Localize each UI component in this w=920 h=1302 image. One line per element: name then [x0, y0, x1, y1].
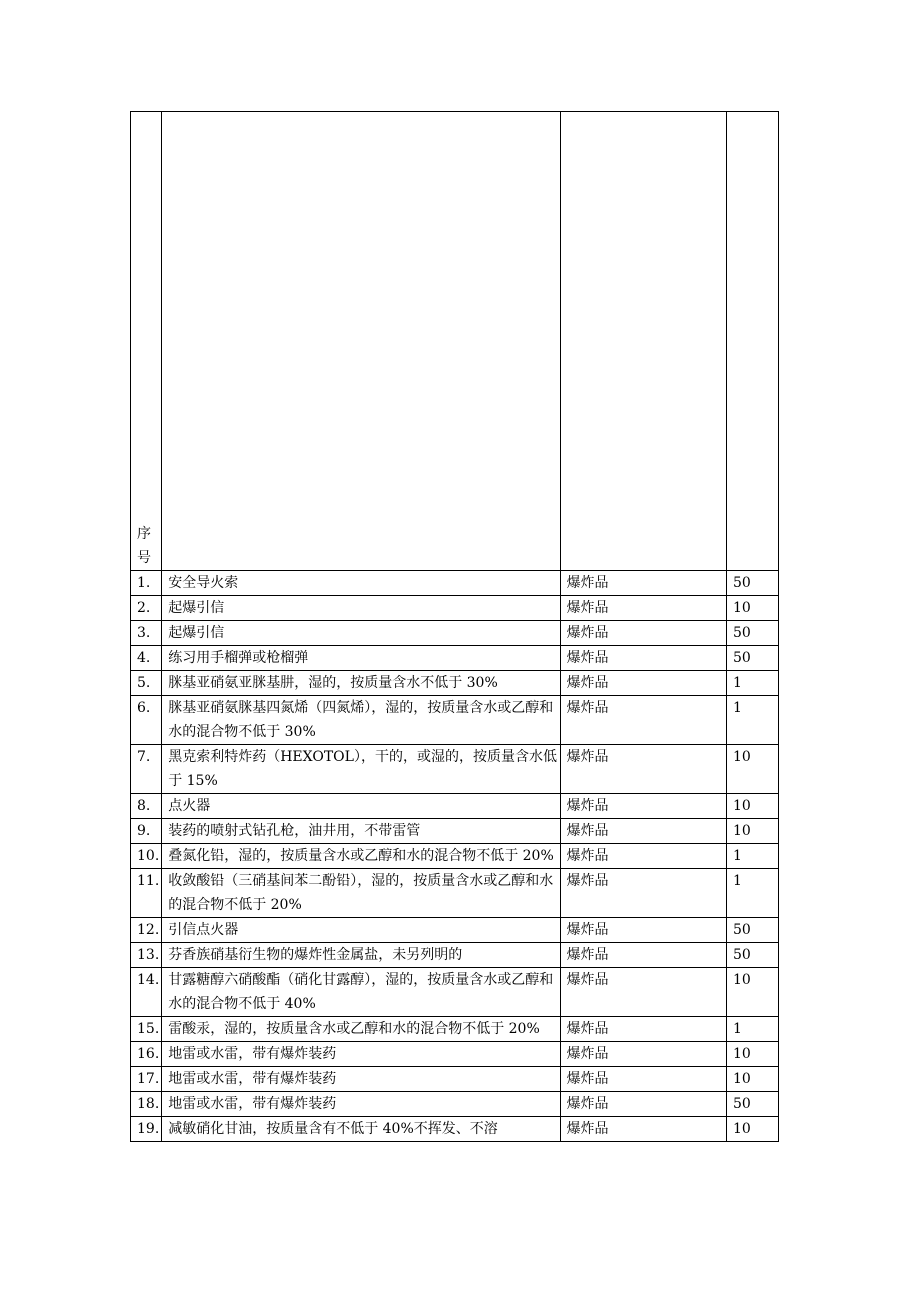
row-quantity-cell: 10 — [726, 1117, 778, 1142]
row-class-cell: 爆炸品 — [560, 1117, 726, 1142]
row-class-cell: 爆炸品 — [560, 794, 726, 819]
row-number-cell: 4. — [131, 646, 162, 671]
row-name-cell: 装药的喷射式钻孔枪，油井用，不带雷管 — [162, 819, 560, 844]
row-number-cell: 6. — [131, 696, 162, 745]
row-quantity-cell: 1 — [726, 671, 778, 696]
header-name-cell — [162, 112, 560, 571]
table-row — [131, 794, 779, 819]
row-name-cell: 起爆引信 — [162, 596, 560, 621]
row-name-cell: 安全导火索 — [162, 571, 560, 596]
row-name-cell: 引信点火器 — [162, 918, 560, 943]
row-number-cell: 11. — [131, 869, 162, 918]
table-row — [131, 819, 779, 844]
table-row — [131, 844, 779, 869]
row-name-cell: 收敛酸铅（三硝基间苯二酚铅），湿的，按质量含水或乙醇和水的混合物不低于 20% — [162, 869, 560, 918]
row-number-cell: 5. — [131, 671, 162, 696]
row-quantity-cell: 10 — [726, 745, 778, 794]
row-class-cell: 爆炸品 — [560, 1042, 726, 1067]
table-row — [131, 869, 779, 918]
row-class-cell: 爆炸品 — [560, 1017, 726, 1042]
table-row — [131, 943, 779, 968]
row-class-cell: 爆炸品 — [560, 745, 726, 794]
row-quantity-cell: 10 — [726, 596, 778, 621]
row-class-cell: 爆炸品 — [560, 571, 726, 596]
row-class-cell: 爆炸品 — [560, 844, 726, 869]
row-name-cell: 练习用手榴弹或枪榴弹 — [162, 646, 560, 671]
hazardous-materials-table — [130, 111, 779, 1142]
table-row — [131, 1067, 779, 1092]
row-name-cell: 脒基亚硝氨脒基四氮烯（四氮烯），湿的，按质量含水或乙醇和水的混合物不低于 30% — [162, 696, 560, 745]
table-row — [131, 745, 779, 794]
row-quantity-cell: 10 — [726, 794, 778, 819]
row-number-cell: 17. — [131, 1067, 162, 1092]
row-quantity-cell: 1 — [726, 696, 778, 745]
table-row — [131, 1092, 779, 1117]
row-number-cell: 1. — [131, 571, 162, 596]
table-row — [131, 918, 779, 943]
table-row — [131, 1017, 779, 1042]
row-quantity-cell: 50 — [726, 621, 778, 646]
row-class-cell: 爆炸品 — [560, 918, 726, 943]
row-name-cell: 地雷或水雷，带有爆炸装药 — [162, 1067, 560, 1092]
row-name-cell: 芬香族硝基衍生物的爆炸性金属盐，未另列明的 — [162, 943, 560, 968]
table-row — [131, 696, 779, 745]
row-number-cell: 13. — [131, 943, 162, 968]
row-class-cell: 爆炸品 — [560, 596, 726, 621]
row-quantity-cell: 50 — [726, 1092, 778, 1117]
row-number-cell: 15. — [131, 1017, 162, 1042]
row-name-cell: 黑克索利特炸药（HEXOTOL），干的，或湿的，按质量含水低于 15% — [162, 745, 560, 794]
row-name-cell: 点火器 — [162, 794, 560, 819]
table-row — [131, 621, 779, 646]
header-class-cell — [560, 112, 726, 571]
row-class-cell: 爆炸品 — [560, 696, 726, 745]
row-class-cell: 爆炸品 — [560, 621, 726, 646]
row-name-cell: 地雷或水雷，带有爆炸装药 — [162, 1042, 560, 1067]
row-class-cell: 爆炸品 — [560, 671, 726, 696]
row-quantity-cell: 50 — [726, 918, 778, 943]
row-quantity-cell: 50 — [726, 943, 778, 968]
row-class-cell: 爆炸品 — [560, 646, 726, 671]
row-number-cell: 12. — [131, 918, 162, 943]
row-number-cell: 14. — [131, 968, 162, 1017]
table-row — [131, 646, 779, 671]
row-quantity-cell: 1 — [726, 1017, 778, 1042]
row-name-cell: 减敏硝化甘油，按质量含有不低于 40%不挥发、不溶 — [162, 1117, 560, 1142]
row-quantity-cell: 10 — [726, 819, 778, 844]
header-seq-char-2: 号 — [137, 550, 151, 566]
table-row — [131, 671, 779, 696]
row-class-cell: 爆炸品 — [560, 1092, 726, 1117]
table-row — [131, 1117, 779, 1142]
row-name-cell: 地雷或水雷，带有爆炸装药 — [162, 1092, 560, 1117]
row-quantity-cell: 50 — [726, 646, 778, 671]
row-quantity-cell: 1 — [726, 869, 778, 918]
row-number-cell: 2. — [131, 596, 162, 621]
row-class-cell: 爆炸品 — [560, 819, 726, 844]
row-name-cell: 起爆引信 — [162, 621, 560, 646]
header-seq-char-1: 序 — [137, 526, 151, 542]
row-quantity-cell: 10 — [726, 968, 778, 1017]
row-quantity-cell: 10 — [726, 1067, 778, 1092]
header-qty-cell — [726, 112, 778, 571]
row-name-cell: 叠氮化铅，湿的，按质量含水或乙醇和水的混合物不低于 20% — [162, 844, 560, 869]
row-number-cell: 3. — [131, 621, 162, 646]
table-row — [131, 1042, 779, 1067]
table-header-row — [131, 112, 779, 571]
header-seq-cell — [131, 112, 162, 571]
table-row — [131, 968, 779, 1017]
table-row — [131, 571, 779, 596]
row-quantity-cell: 10 — [726, 1042, 778, 1067]
row-number-cell: 10. — [131, 844, 162, 869]
row-quantity-cell: 50 — [726, 571, 778, 596]
row-number-cell: 7. — [131, 745, 162, 794]
row-name-cell: 脒基亚硝氨亚脒基肼，湿的，按质量含水不低于 30% — [162, 671, 560, 696]
table-row — [131, 596, 779, 621]
row-class-cell: 爆炸品 — [560, 968, 726, 1017]
row-class-cell: 爆炸品 — [560, 943, 726, 968]
row-number-cell: 8. — [131, 794, 162, 819]
row-class-cell: 爆炸品 — [560, 1067, 726, 1092]
row-number-cell: 16. — [131, 1042, 162, 1067]
row-name-cell: 甘露糖醇六硝酸酯（硝化甘露醇），湿的，按质量含水或乙醇和水的混合物不低于 40% — [162, 968, 560, 1017]
row-name-cell: 雷酸汞，湿的，按质量含水或乙醇和水的混合物不低于 20% — [162, 1017, 560, 1042]
row-quantity-cell: 1 — [726, 844, 778, 869]
row-class-cell: 爆炸品 — [560, 869, 726, 918]
row-number-cell: 9. — [131, 819, 162, 844]
row-number-cell: 19. — [131, 1117, 162, 1142]
row-number-cell: 18. — [131, 1092, 162, 1117]
